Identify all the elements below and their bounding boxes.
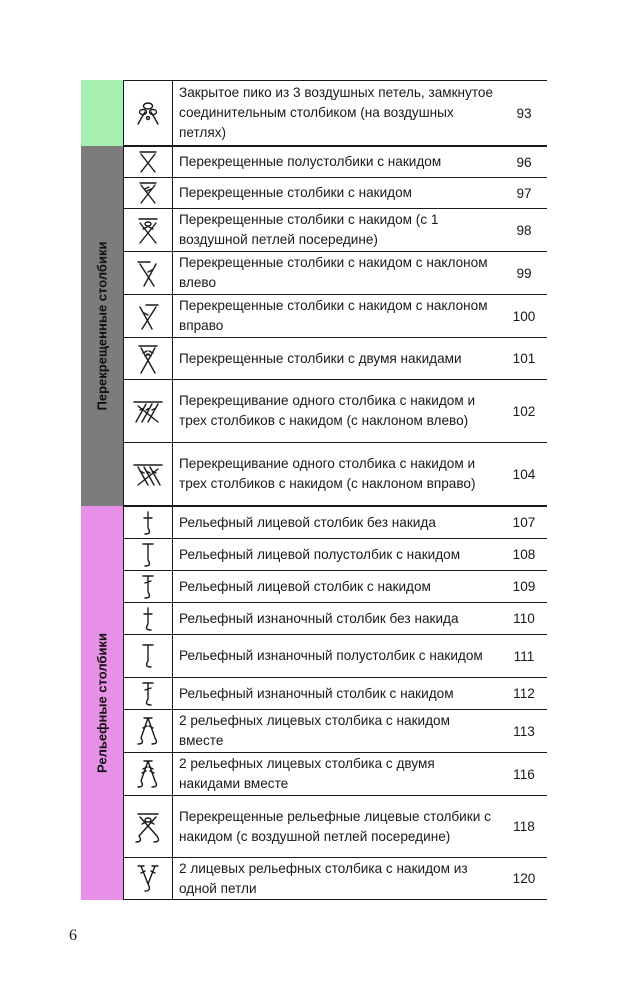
table-row: [124, 443, 547, 506]
section-band-pink: [81, 506, 123, 900]
two-front-post-treble-together-icon: [135, 759, 161, 789]
symbol-cell: [124, 380, 173, 442]
symbol-cell: [124, 209, 173, 251]
symbol-cell: [124, 603, 173, 634]
row-title: Рельефный изнаночный столбик без накида: [179, 610, 459, 626]
symbol-cell: [124, 635, 173, 677]
table-row: [124, 710, 547, 753]
symbol-cell: [124, 539, 173, 570]
symbol-cell: [124, 443, 173, 505]
symbol-index-table: [81, 80, 547, 900]
row-page: 108: [512, 547, 536, 562]
section-label: Рельефные столбики: [94, 633, 110, 773]
table-row: [124, 796, 547, 858]
table-row: [124, 252, 547, 295]
table-row: [124, 603, 547, 635]
section-label: Перекрещенные столбики: [94, 241, 110, 411]
page-number: 6: [69, 927, 77, 944]
row-title: Перекрещенные столбики с накидом с наклоном вправо: [179, 298, 488, 333]
row-page: 118: [513, 819, 535, 834]
table-row: [124, 209, 547, 252]
row-page: 98: [516, 222, 532, 238]
crossed-double-icon: [137, 181, 159, 205]
row-page: 120: [512, 871, 536, 886]
crossed-half-double-icon: [137, 150, 159, 174]
row-title: Перекрещенные столбики с накидом (с 1 воздушной петлей посередине): [179, 212, 439, 247]
table-row: [124, 380, 547, 443]
symbol-cell: [124, 147, 173, 177]
symbol-cell: [124, 858, 173, 899]
row-title: 2 лицевых рельефных столбика с накидом из одной петли: [179, 860, 468, 896]
row-page: 99: [516, 265, 532, 281]
row-page: 93: [516, 105, 532, 121]
symbol-cell: [124, 678, 173, 709]
front-post-half-double-icon: [140, 542, 156, 568]
row-page: 109: [512, 579, 536, 594]
table-row: [124, 506, 547, 539]
symbol-cell: [124, 81, 173, 145]
symbol-cell: [124, 178, 173, 208]
row-title: Закрытое пико из 3 воздушных петель, замкнутое соединительным столбиком (на воздушных петлях): [179, 85, 494, 140]
section-rows: [123, 80, 547, 146]
row-title: Рельефный изнаночный столбик с накидом: [179, 685, 454, 701]
row-page: 113: [513, 723, 535, 739]
crossed-double-chain-icon: [136, 215, 160, 245]
closed-picot-icon: [131, 98, 165, 128]
row-title: Перекрещенные столбики с накидом с наклоном влево: [179, 255, 488, 290]
row-title: 2 рельефных лицевых столбика с накидом вместе: [179, 713, 450, 748]
row-title: Перекрещенные полустолбики с накидом: [179, 154, 442, 169]
symbol-cell: [124, 753, 173, 795]
row-page: 96: [516, 154, 532, 170]
crossed-front-post-chain-icon: [134, 810, 162, 844]
row-title: Перекрещивание одного столбика с накидом и трех столбиков с накидом (с наклоном вправо): [179, 456, 476, 491]
section-picot: [81, 80, 547, 146]
table-row: [124, 146, 547, 178]
row-title: Перекрещенные рельефные лицевые столбики с накидом (с воздушной петлей посередине): [179, 808, 491, 844]
front-post-single-icon: [140, 510, 156, 536]
crossed-treble-icon: [136, 343, 160, 375]
cross-one-three-right-icon: [132, 461, 164, 487]
crossed-double-right-icon: [136, 301, 160, 331]
row-title: Перекрещенные столбики с двумя накидами: [179, 350, 462, 366]
symbol-cell: [124, 796, 173, 857]
row-page: 107: [512, 515, 536, 530]
table-row: [124, 338, 547, 380]
row-title: Рельефный лицевой столбик без накида: [179, 514, 436, 530]
row-page: 104: [512, 466, 536, 482]
table-row: [124, 635, 547, 678]
symbol-cell: [124, 571, 173, 602]
two-front-post-double-together-icon: [135, 716, 161, 746]
row-title: Рельефный изнаночный полустолбик с накидом: [179, 648, 483, 663]
cross-one-three-left-icon: [132, 398, 164, 424]
table-row: [124, 678, 547, 710]
symbol-cell: [124, 710, 173, 752]
two-front-post-one-loop-icon: [135, 864, 161, 894]
symbol-cell: [124, 338, 173, 379]
table-row: [124, 753, 547, 796]
section-rows: [123, 146, 547, 506]
section-rows: [123, 506, 547, 900]
row-page: 97: [516, 185, 532, 201]
row-page: 116: [513, 766, 535, 782]
symbol-cell: [124, 507, 173, 538]
row-title: Перекрещивание одного столбика с накидом и трех столбиков с накидом (с наклоном влево): [179, 393, 476, 428]
row-title: Перекрещенные столбики с накидом: [179, 185, 413, 200]
table-row: [124, 295, 547, 338]
row-page: 110: [513, 611, 535, 626]
row-title: Рельефный лицевой столбик с накидом: [179, 578, 431, 594]
table-row: [124, 80, 547, 146]
row-page: 112: [513, 686, 535, 701]
back-post-half-double-icon: [140, 643, 156, 669]
symbol-cell: [124, 295, 173, 337]
table-row: [124, 858, 547, 900]
row-page: 111: [513, 648, 535, 664]
section-band-green: [81, 80, 123, 146]
row-page: 101: [512, 351, 536, 366]
section-band-gray: [81, 146, 123, 506]
section-post-stitches: [81, 506, 547, 900]
row-page: 102: [512, 403, 536, 419]
section-crossed-stitches: [81, 146, 547, 506]
row-page: 100: [512, 308, 536, 324]
table-row: [124, 539, 547, 571]
front-post-double-icon: [140, 574, 156, 600]
crossed-double-left-icon: [136, 258, 160, 288]
table-row: [124, 178, 547, 209]
table-row: [124, 571, 547, 603]
row-title: Рельефный лицевой полустолбик с накидом: [179, 546, 461, 562]
row-title: 2 рельефных лицевых столбика с двумя накидами вместе: [179, 756, 435, 791]
symbol-cell: [124, 252, 173, 294]
back-post-double-icon: [140, 681, 156, 707]
back-post-single-icon: [140, 606, 156, 632]
